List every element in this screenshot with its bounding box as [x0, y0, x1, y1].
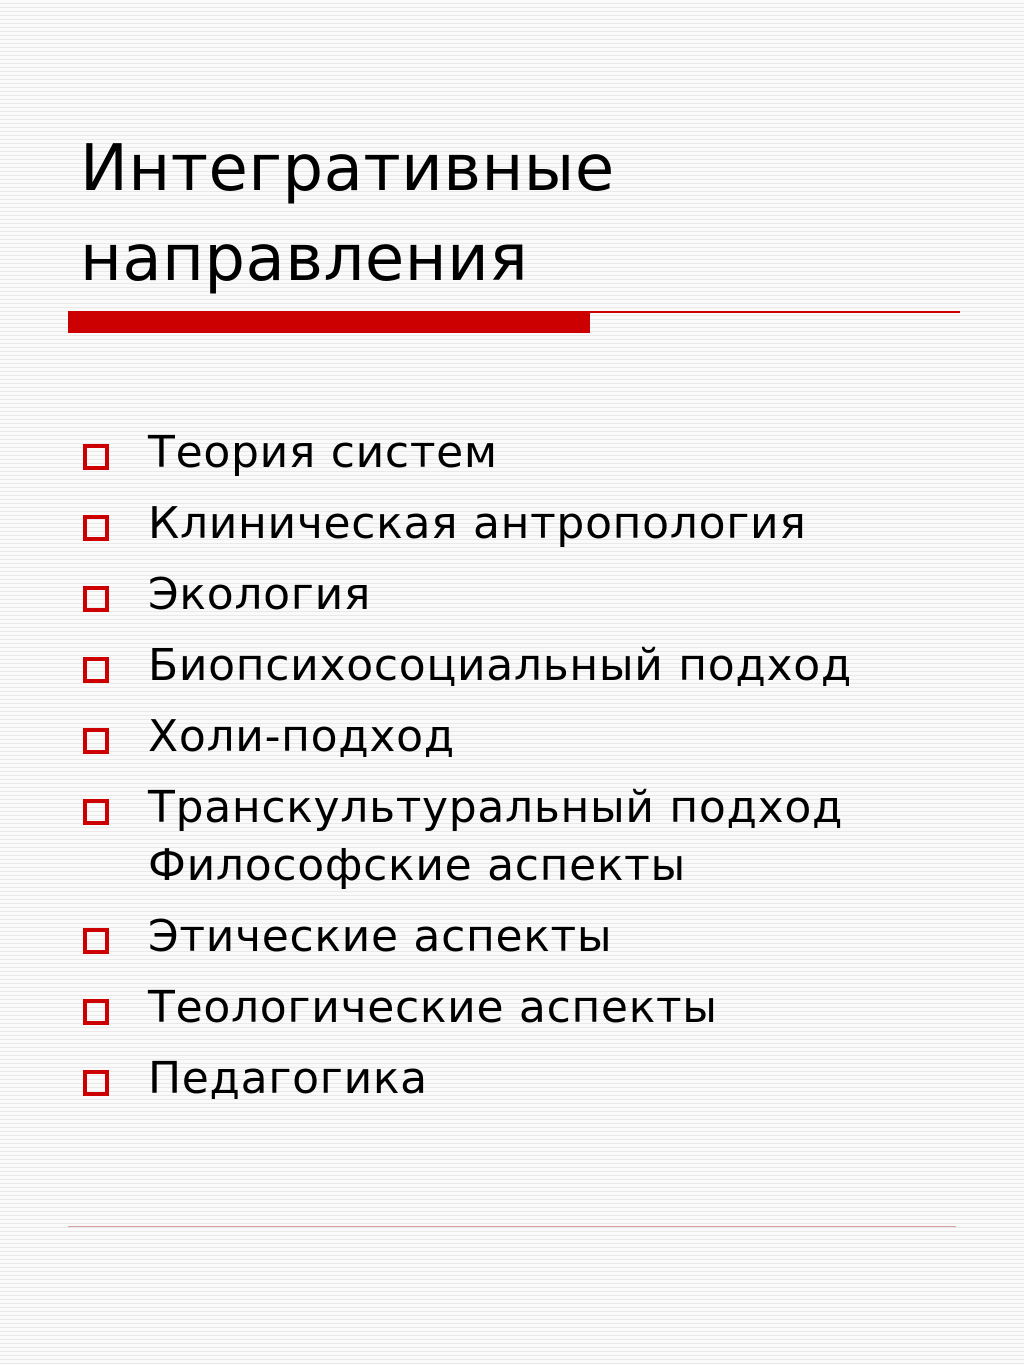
hollow-square-bullet-icon — [83, 444, 109, 470]
list-item-text: Холи-подход — [148, 711, 455, 762]
list-item — [80, 708, 980, 766]
list-item-text: Этические аспекты — [148, 911, 613, 962]
slide-title — [80, 124, 960, 304]
hollow-square-bullet-icon — [83, 1070, 109, 1096]
hollow-square-bullet-icon — [83, 586, 109, 612]
hollow-square-bullet-icon — [83, 657, 109, 683]
list-item-text: Транскультуральный подход — [148, 782, 844, 833]
list-item — [80, 1050, 980, 1108]
hollow-square-bullet-icon — [83, 728, 109, 754]
hollow-square-bullet-icon — [83, 515, 109, 541]
list-item-text: Экология — [148, 569, 372, 620]
slide-title-line-2: направления — [80, 222, 529, 296]
list-item — [80, 495, 980, 553]
list-item-text: Клиническая антропология — [148, 498, 807, 549]
list-item — [80, 424, 980, 482]
list-item — [80, 779, 980, 895]
list-item-text: Теория систем — [148, 427, 498, 478]
hollow-square-bullet-icon — [83, 928, 109, 954]
list-item — [80, 908, 980, 966]
list-item — [80, 637, 980, 695]
hollow-square-bullet-icon — [83, 799, 109, 825]
list-item-text: Биопсихосоциальный подход — [148, 640, 852, 691]
title-underline-thick — [68, 311, 590, 333]
list-item-text: Педагогика — [148, 1053, 428, 1104]
list-item — [80, 979, 980, 1037]
list-item-text: Теологические аспекты — [148, 982, 718, 1033]
footer-divider — [68, 1226, 956, 1227]
hollow-square-bullet-icon — [83, 999, 109, 1025]
list-item — [80, 566, 980, 624]
list-item-text-continuation: Философские аспекты — [148, 840, 686, 891]
bullet-list — [80, 424, 980, 1121]
slide-title-line-1: Интегративные — [80, 132, 615, 206]
